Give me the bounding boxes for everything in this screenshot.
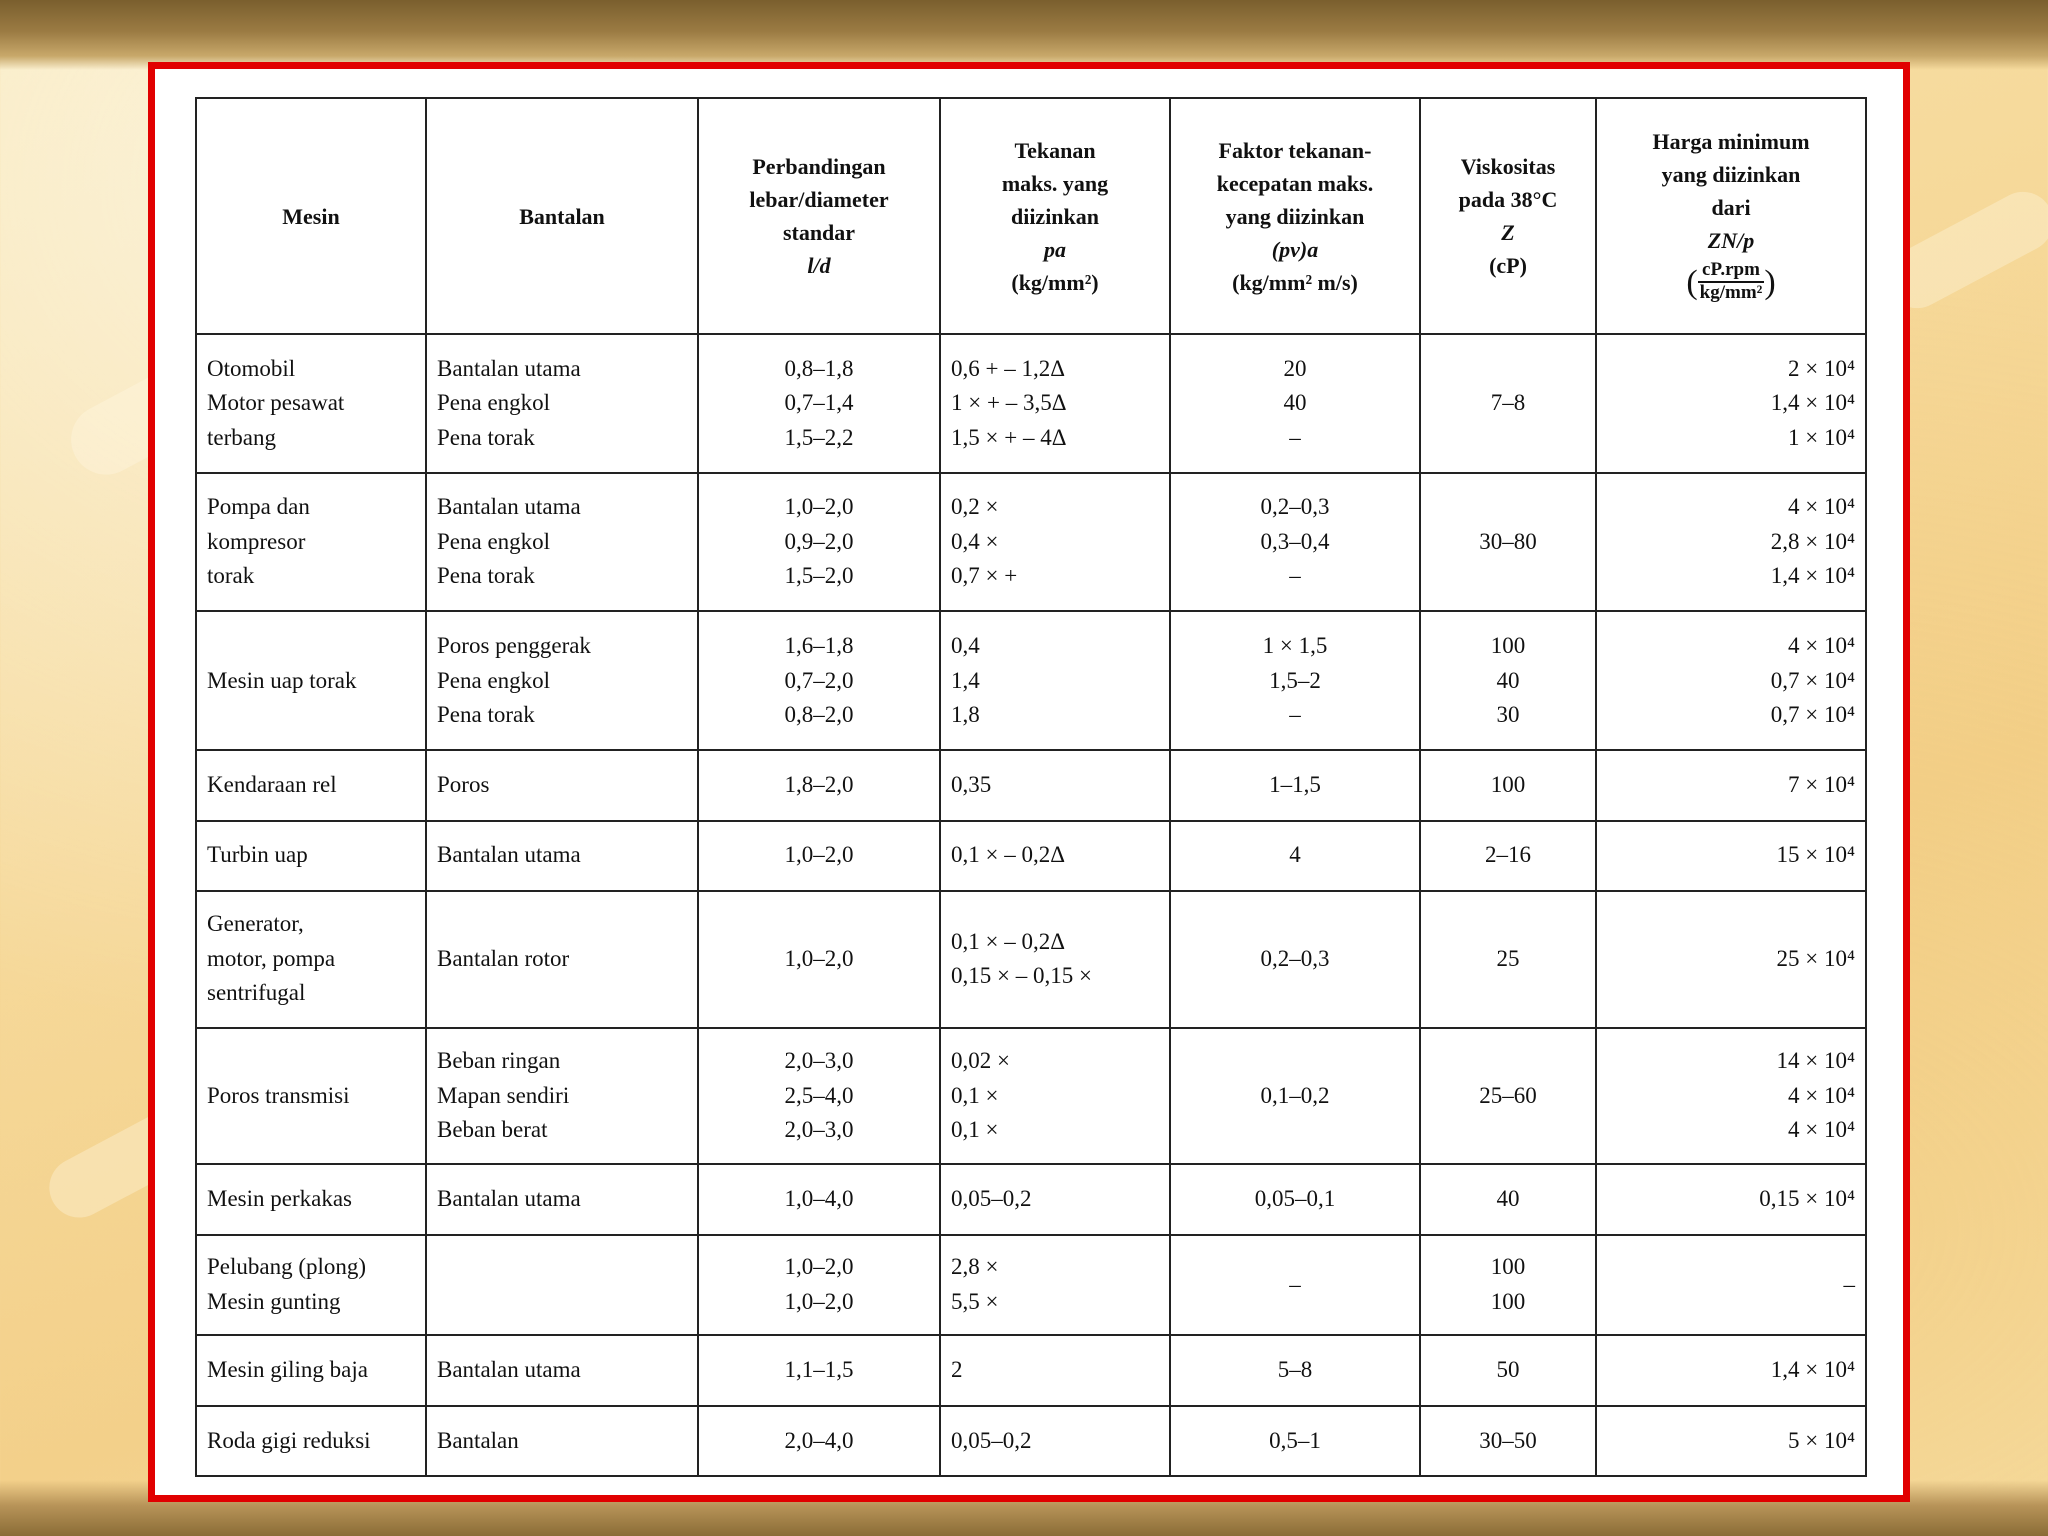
cell-bantalan [426,1028,698,1165]
cell-ratio [698,821,940,891]
cell-line: 0,7–1,4 [784,390,854,416]
cell-line: 0,15 × 10⁴ [1759,1186,1855,1212]
cell-line: 1,8–2,0 [784,772,854,798]
cell-line: torak [207,563,255,589]
cell-ratio [698,1235,940,1336]
cell-pressure [940,1235,1170,1336]
cell-line: Bantalan rotor [437,945,570,971]
cell-line: 4 × 10⁴ [1788,633,1855,659]
cell-ratio [698,1406,940,1476]
cell-line: 0,2 × [951,494,999,520]
table-row [196,1235,1866,1336]
cell-line: 1,4 × 10⁴ [1770,563,1855,589]
cell-line: 1,4 [951,667,980,693]
cell-pressure [940,1406,1170,1476]
cell-mesin [196,1335,426,1405]
cell-pressure [940,473,1170,612]
cell-line: 0,05–0,1 [1254,1186,1336,1212]
cell-ratio [698,473,940,612]
cell-zn [1596,1335,1866,1405]
cell-line: Kendaraan rel [207,772,337,798]
cell-line: 2 × 10⁴ [1788,355,1855,381]
cell-line: Pelubang (plong) [207,1254,367,1280]
cell-ratio [698,334,940,473]
table-row [196,1164,1866,1234]
cell-line: 0,5–1 [1269,1427,1321,1453]
cell-line: 0,7 × + [951,563,1018,589]
cell-bantalan [426,821,698,891]
cell-viscosity [1420,821,1596,891]
cell-line: Bantalan utama [437,842,581,868]
cell-line: 2,5–4,0 [784,1082,854,1108]
cell-zn [1596,821,1866,891]
cell-line: 1–1,5 [1269,772,1321,798]
cell-line: 100 [1490,633,1526,659]
header-row [196,98,1866,334]
cell-line: 2,8 × 10⁴ [1770,528,1855,554]
cell-line: Pompa dan [207,494,310,520]
cell-line: Motor pesawat [207,390,345,416]
bearing-spec-table [195,97,1867,1477]
cell-line: Mapan sendiri [437,1082,570,1108]
cell-line: 2,0–3,0 [784,1048,854,1074]
cell-pressure [940,821,1170,891]
table-row [196,334,1866,473]
cell-line: 4 × 10⁴ [1788,1082,1855,1108]
cell-line: 1,5–2,0 [784,563,854,589]
cell-line: 0,6 + – 1,2Δ [951,355,1066,381]
cell-line: 4 × 10⁴ [1788,494,1855,520]
cell-pv [1170,821,1420,891]
cell-line: 2 [951,1357,963,1383]
table-row [196,473,1866,612]
cell-line: Pena engkol [437,528,551,554]
cell-line: 1,5–2,2 [784,424,854,450]
cell-line: Bantalan utama [437,494,581,520]
cell-line: 0,7–2,0 [784,667,854,693]
cell-bantalan [426,334,698,473]
cell-pv [1170,1406,1420,1476]
cell-line: 1,1–1,5 [784,1357,854,1383]
table-row [196,891,1866,1028]
cell-line: – [1843,1271,1855,1297]
cell-line: terbang [207,424,276,450]
cell-line: Turbin uap [207,842,308,868]
cell-zn [1596,1235,1866,1336]
cell-pressure [940,334,1170,473]
cell-line: 40 [1496,1186,1520,1212]
cell-mesin [196,1406,426,1476]
cell-viscosity [1420,1406,1596,1476]
cell-line: 25 [1496,945,1520,971]
header-viscosity: Viskositas pada 38°C Z (cP) [1420,98,1596,334]
cell-line: 0,4 × [951,528,999,554]
cell-line: – [1289,702,1301,728]
cell-mesin [196,891,426,1028]
cell-ratio [698,1335,940,1405]
cell-line: 7 × 10⁴ [1788,772,1855,798]
cell-line: Poros penggerak [437,633,591,659]
cell-pressure [940,1335,1170,1405]
cell-line: – [1289,563,1301,589]
cell-bantalan [426,750,698,820]
cell-pressure [940,1028,1170,1165]
cell-line: Mesin giling baja [207,1357,368,1383]
slide-frame [148,62,1910,1502]
cell-line: 14 × 10⁴ [1776,1048,1855,1074]
zn-unit: ( $\frac{\text{cP.rpm}}{\text{kg/mm²}}$ ) [1686,259,1776,303]
cell-line: 0,8–2,0 [784,702,854,728]
cell-line: Pena torak [437,563,535,589]
cell-line: 2,8 × [951,1254,999,1280]
cell-line: 0,4 [951,633,980,659]
cell-ratio [698,611,940,750]
cell-pv [1170,611,1420,750]
cell-bantalan [426,611,698,750]
table-body [196,334,1866,1476]
cell-pressure [940,891,1170,1028]
cell-line: 4 [1289,842,1301,868]
cell-line: Roda gigi reduksi [207,1427,371,1453]
cell-line: 1,4 × 10⁴ [1770,390,1855,416]
cell-line: Mesin perkakas [207,1186,352,1212]
cell-line: Generator, [207,911,304,937]
cell-line: Beban berat [437,1117,548,1143]
cell-ratio [698,1164,940,1234]
cell-mesin [196,750,426,820]
cell-line: kompresor [207,528,306,554]
cell-line: 1,4 × 10⁴ [1770,1357,1855,1383]
cell-mesin [196,611,426,750]
cell-pressure [940,750,1170,820]
cell-line: – [1289,424,1301,450]
cell-line: Beban ringan [437,1048,561,1074]
cell-viscosity [1420,1164,1596,1234]
cell-zn [1596,334,1866,473]
cell-line: Poros transmisi [207,1082,350,1108]
cell-line: Pena torak [437,424,535,450]
cell-viscosity [1420,473,1596,612]
cell-line: 0,02 × [951,1048,1010,1074]
cell-viscosity [1420,611,1596,750]
cell-viscosity [1420,891,1596,1028]
cell-line: 40 [1496,667,1520,693]
header-ratio: Perbandingan lebar/diameter standar l/d [698,98,940,334]
cell-line: 0,35 [951,772,992,798]
cell-pv [1170,891,1420,1028]
top-decor-band [0,0,2048,70]
cell-pv [1170,1164,1420,1234]
cell-line: 1,0–2,0 [784,1254,854,1280]
header-pv: Faktor tekanan- kecepatan maks. yang diizinkan (pv)a (kg/mm² m/s) [1170,98,1420,334]
table-row [196,821,1866,891]
cell-line: 0,1 × – 0,2Δ [951,842,1066,868]
cell-line: 5,5 × [951,1288,999,1314]
cell-pv [1170,334,1420,473]
cell-line: Mesin gunting [207,1288,341,1314]
cell-line: 1 × + – 3,5Δ [951,390,1067,416]
cell-mesin [196,1164,426,1234]
cell-line: 1,0–2,0 [784,945,854,971]
cell-line: 100 [1490,772,1526,798]
cell-line: – [1289,1271,1301,1297]
cell-viscosity [1420,1335,1596,1405]
cell-mesin [196,1235,426,1336]
cell-line: 0,3–0,4 [1260,528,1330,554]
cell-viscosity [1420,1235,1596,1336]
cell-bantalan [426,1235,698,1336]
cell-line: 0,1–0,2 [1260,1082,1330,1108]
table-row [196,1335,1866,1405]
cell-mesin [196,473,426,612]
cell-pv [1170,1028,1420,1165]
cell-zn [1596,473,1866,612]
cell-line: Bantalan utama [437,355,581,381]
cell-line: 0,7 × 10⁴ [1770,702,1855,728]
cell-zn [1596,1028,1866,1165]
cell-mesin [196,1028,426,1165]
cell-line: Otomobil [207,355,296,381]
cell-line: 2,0–4,0 [784,1427,854,1453]
cell-bantalan [426,1335,698,1405]
cell-line: 0,9–2,0 [784,528,854,554]
cell-line: 30–50 [1479,1427,1537,1453]
cell-mesin [196,334,426,473]
cell-line: 0,7 × 10⁴ [1770,667,1855,693]
cell-viscosity [1420,1028,1596,1165]
header-mesin: Mesin [196,98,426,334]
cell-pv [1170,1335,1420,1405]
cell-line: 40 [1283,390,1307,416]
cell-pv [1170,1235,1420,1336]
cell-zn [1596,750,1866,820]
cell-line: motor, pompa [207,945,336,971]
header-pressure: Tekanan maks. yang diizinkan pa (kg/mm²) [940,98,1170,334]
cell-line: 0,1 × [951,1117,999,1143]
cell-line: 0,1 × [951,1082,999,1108]
cell-line: 5 × 10⁴ [1788,1427,1855,1453]
cell-ratio [698,1028,940,1165]
cell-line: 30 [1496,702,1520,728]
cell-zn [1596,1164,1866,1234]
cell-zn [1596,891,1866,1028]
cell-line: 0,15 × – 0,15 × [951,963,1092,989]
cell-line: 1,5 × + – 4Δ [951,424,1067,450]
cell-line: 2–16 [1485,842,1531,868]
cell-bantalan [426,1406,698,1476]
header-bantalan: Bantalan [426,98,698,334]
cell-line: 100 [1490,1254,1526,1280]
cell-pressure [940,611,1170,750]
cell-line: 7–8 [1490,390,1526,416]
cell-bantalan [426,473,698,612]
cell-line: 1,5–2 [1269,667,1321,693]
cell-line: Bantalan [437,1427,519,1453]
cell-viscosity [1420,750,1596,820]
cell-line: 1,0–2,0 [784,494,854,520]
cell-zn [1596,1406,1866,1476]
cell-line: Pena engkol [437,390,551,416]
cell-line: 1 × 10⁴ [1788,424,1855,450]
cell-line: Bantalan utama [437,1186,581,1212]
cell-line: Poros [437,772,490,798]
cell-line: Pena engkol [437,667,551,693]
cell-line: 0,2–0,3 [1260,945,1330,971]
cell-line: 0,05–0,2 [951,1186,1032,1212]
cell-line: 100 [1490,1288,1526,1314]
cell-line: sentrifugal [207,980,306,1006]
table-row [196,750,1866,820]
cell-ratio [698,891,940,1028]
cell-line: 30–80 [1479,528,1537,554]
cell-line: 0,1 × – 0,2Δ [951,928,1066,954]
cell-line: 15 × 10⁴ [1776,842,1855,868]
cell-line: 20 [1283,355,1307,381]
header-zn: Harga minimum yang diizinkan dari ZN/p ( $\frac{\text{cP.rpm}}{\text{kg/mm²}}$ ) [1596,98,1866,334]
cell-ratio [698,750,940,820]
cell-line: 1,0–2,0 [784,842,854,868]
cell-line: 1,0–4,0 [784,1186,854,1212]
cell-line: 0,2–0,3 [1260,494,1330,520]
table-row [196,611,1866,750]
cell-pv [1170,473,1420,612]
cell-line: 1 × 1,5 [1262,633,1328,659]
cell-line: 5–8 [1277,1357,1313,1383]
cell-line: 0,8–1,8 [784,355,854,381]
cell-line: Mesin uap torak [207,667,357,693]
table-row [196,1406,1866,1476]
cell-line: Bantalan utama [437,1357,581,1383]
cell-line: 0,05–0,2 [951,1427,1032,1453]
cell-line: 1,8 [951,702,980,728]
cell-bantalan [426,891,698,1028]
cell-mesin [196,821,426,891]
cell-line: 4 × 10⁴ [1788,1117,1855,1143]
cell-viscosity [1420,334,1596,473]
cell-line: 50 [1496,1357,1520,1383]
cell-line: 1,6–1,8 [784,633,854,659]
cell-line: 1,0–2,0 [784,1288,854,1314]
cell-zn [1596,611,1866,750]
cell-bantalan [426,1164,698,1234]
cell-pv [1170,750,1420,820]
table-row [196,1028,1866,1165]
cell-line: 2,0–3,0 [784,1117,854,1143]
cell-pressure [940,1164,1170,1234]
cell-line: 25 × 10⁴ [1776,945,1855,971]
cell-line: Pena torak [437,702,535,728]
cell-line: 25–60 [1479,1082,1537,1108]
